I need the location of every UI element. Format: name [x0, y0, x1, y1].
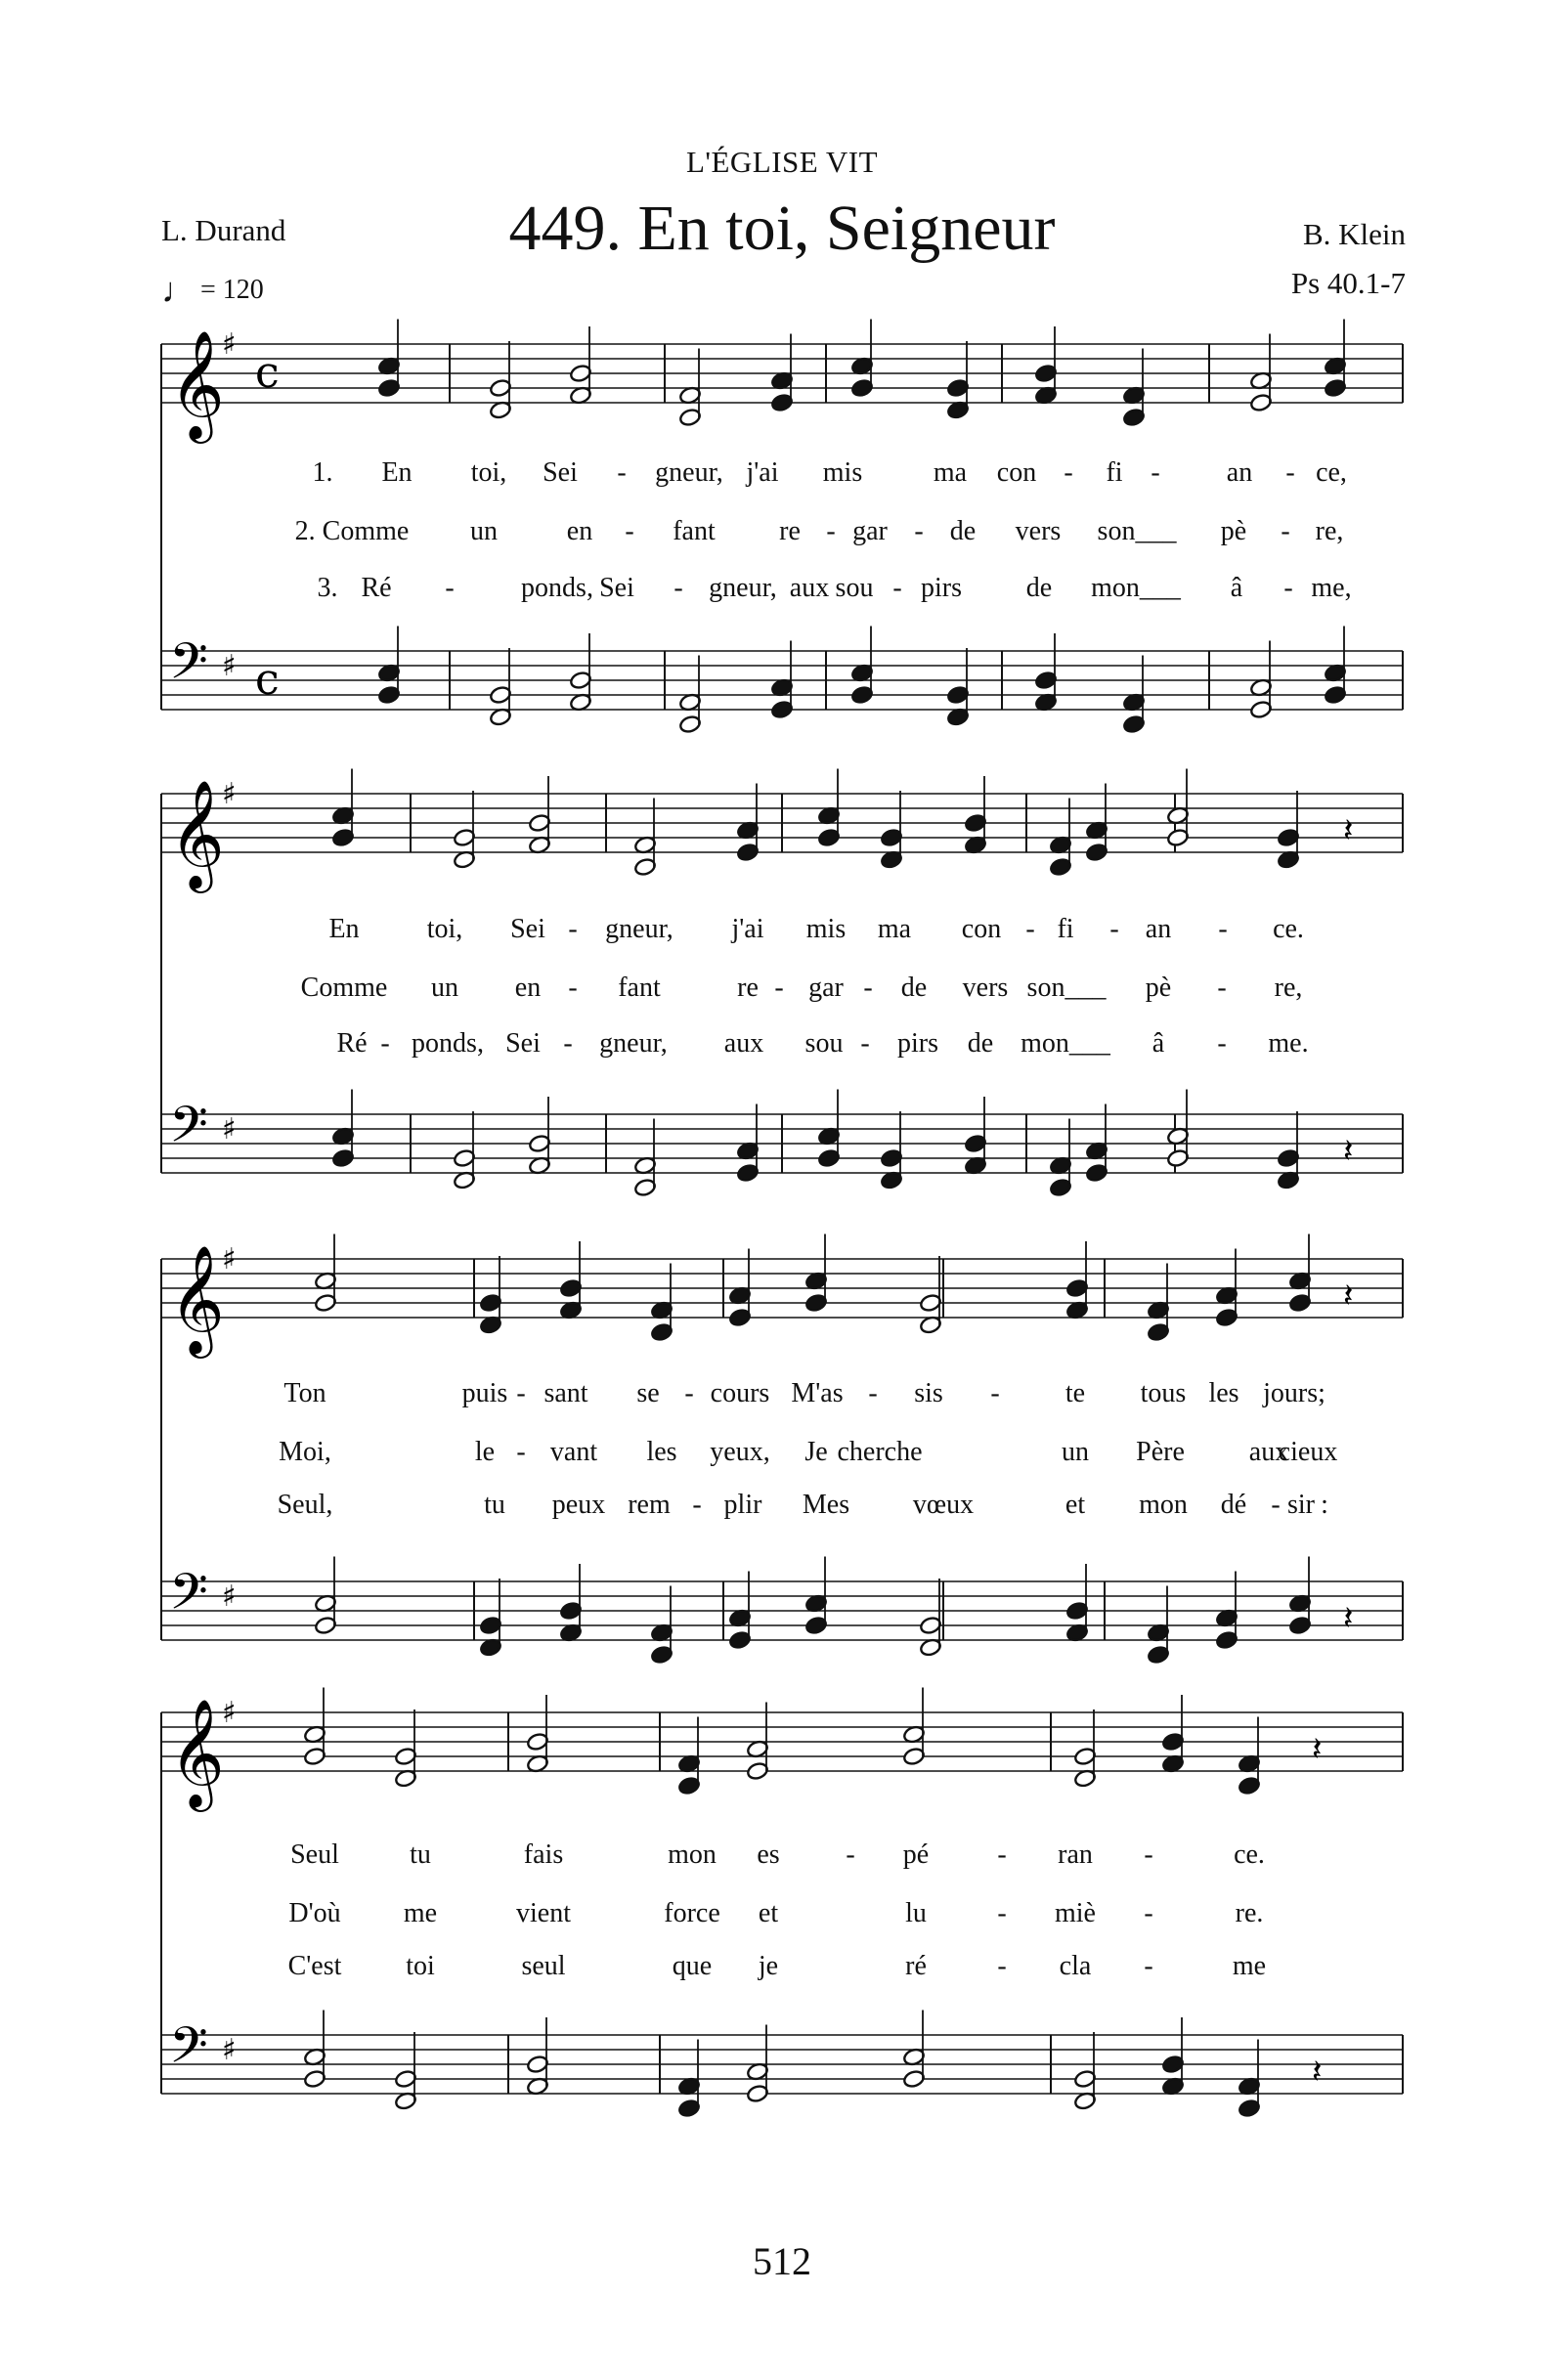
lyric-syllable: sis	[914, 1378, 943, 1408]
lyric-syllable: rem	[628, 1490, 671, 1520]
lyric-syllable: -	[1217, 1028, 1227, 1059]
lyric-syllable: gneur,	[655, 457, 723, 488]
lyric-syllable: ma	[877, 914, 912, 944]
lyric-syllable: -	[826, 516, 836, 546]
lyric-syllable: -	[1064, 457, 1073, 488]
lyric-syllable: ce.	[1234, 1839, 1265, 1870]
sharp-key-signature-icon: ♯	[222, 1696, 237, 1730]
lyric-syllable: gar	[808, 973, 844, 1003]
common-time-icon: c	[255, 655, 280, 705]
lyric-syllable: 3.	[317, 573, 338, 603]
lyric-syllable: -	[1144, 1839, 1153, 1870]
lyric-syllable: je	[758, 1951, 779, 1981]
lyric-syllable: tu	[484, 1490, 505, 1520]
lyric-syllable: ponds,	[412, 1028, 484, 1059]
lyric-syllable: mon	[1139, 1490, 1188, 1520]
lyric-syllable: yeux,	[710, 1437, 770, 1467]
sharp-key-signature-icon: ♯	[222, 2033, 237, 2067]
lyric-syllable: Moi,	[279, 1437, 331, 1467]
lyric-syllable: -	[863, 973, 873, 1003]
lyric-syllable: Sei	[543, 457, 578, 488]
lyric-syllable: pè	[1145, 973, 1172, 1003]
lyric-syllable: fais	[523, 1839, 564, 1870]
lyric-syllable: -	[1151, 457, 1160, 488]
lyric-syllable: en	[514, 973, 542, 1003]
lyric-syllable: toi,	[470, 457, 507, 488]
bass-clef-icon: 𝄢	[169, 1562, 208, 1633]
lyric-syllable: toi	[406, 1951, 435, 1981]
lyric-syllable: un	[431, 973, 458, 1003]
lyric-syllable: vers	[962, 973, 1009, 1003]
sharp-key-signature-icon: ♯	[222, 649, 237, 683]
sharp-key-signature-icon: ♯	[222, 777, 237, 811]
lyric-syllable: -	[516, 1378, 526, 1408]
lyric-syllable: les	[1208, 1378, 1239, 1408]
lyric-syllable: sou	[835, 573, 874, 603]
tempo-marking	[161, 266, 264, 310]
lyric-syllable: -	[1025, 914, 1035, 944]
lyric-syllable: me,	[1311, 573, 1352, 603]
lyric-syllable: ré	[905, 1951, 927, 1981]
lyric-syllable: -	[997, 1839, 1007, 1870]
treble-clef-icon: 𝄞	[169, 1698, 225, 1807]
lyric-syllable: -	[1144, 1898, 1153, 1928]
lyric-syllable: -	[516, 1437, 526, 1467]
lyric-syllable: -	[692, 1490, 702, 1520]
lyric-syllable: mon	[668, 1839, 717, 1870]
lyric-syllable: me	[403, 1898, 438, 1928]
system-connector	[0, 1259, 1564, 1640]
lyric-syllable: gneur,	[605, 914, 673, 944]
sharp-key-signature-icon: ♯	[222, 1112, 237, 1147]
lyric-syllable: â	[1230, 573, 1243, 603]
lyric-syllable: -	[1218, 914, 1228, 944]
lyric-syllable: -	[1144, 1951, 1153, 1981]
lyric-syllable: tous	[1140, 1378, 1187, 1408]
lyric-syllable: Ton	[283, 1378, 326, 1408]
lyric-syllable: fant	[673, 516, 716, 546]
lyric-syllable: me	[1232, 1951, 1267, 1981]
common-time-icon: c	[255, 348, 280, 398]
lyric-syllable: ponds,	[521, 573, 593, 603]
lyric-syllable: Sei	[599, 573, 634, 603]
treble-clef-icon: 𝄞	[169, 329, 225, 439]
lyric-syllable: le	[474, 1437, 496, 1467]
lyric-syllable: puis	[461, 1378, 508, 1408]
lyric-syllable: -	[1281, 516, 1290, 546]
lyric-syllable: sant	[543, 1378, 588, 1408]
lyric-syllable: -	[380, 1028, 390, 1059]
lyric-syllable: plir	[723, 1490, 762, 1520]
lyric-syllable: D'où	[288, 1898, 341, 1928]
system-connector	[0, 1712, 1564, 2094]
quarter-note-icon: ♩	[161, 271, 196, 310]
lyricist-credit: B. Klein	[1302, 217, 1406, 251]
lyric-syllable: fi	[1057, 914, 1074, 944]
rest-icon: 𝄽	[1343, 1132, 1354, 1171]
lyric-syllable: gar	[852, 516, 888, 546]
lyric-syllable: en	[566, 516, 593, 546]
lyric-syllable: j'ai	[746, 457, 779, 488]
lyric-syllable: -	[563, 1028, 573, 1059]
system-connector	[0, 344, 1564, 710]
lyric-syllable: un	[470, 516, 498, 546]
lyric-syllable: -	[568, 914, 578, 944]
lyric-syllable: -	[892, 573, 902, 603]
lyric-syllable: vient	[516, 1898, 571, 1928]
lyric-syllable: Mes	[802, 1490, 850, 1520]
lyric-syllable: te	[1064, 1378, 1086, 1408]
lyric-syllable: aux	[723, 1028, 764, 1059]
page-number: 512	[753, 2239, 811, 2283]
lyric-syllable: de	[900, 973, 928, 1003]
lyric-syllable: vers	[1015, 516, 1062, 546]
lyric-syllable: Comme	[300, 973, 388, 1003]
lyric-syllable: â	[1151, 1028, 1165, 1059]
section-title: L'ÉGLISE VIT	[685, 145, 879, 179]
lyric-syllable: an	[1145, 914, 1172, 944]
lyric-syllable: toi,	[426, 914, 463, 944]
lyric-syllable: ma	[933, 457, 968, 488]
lyric-syllable: -	[568, 973, 578, 1003]
lyric-syllable: -	[1217, 973, 1227, 1003]
lyric-syllable: j'ai	[731, 914, 764, 944]
hymn-title: 449. En toi, Seigneur	[508, 193, 1056, 264]
lyric-syllable: cherche	[837, 1437, 923, 1467]
lyric-syllable: lu	[905, 1898, 927, 1928]
lyric-syllable: Sei	[505, 1028, 541, 1059]
lyric-syllable: Seul	[290, 1839, 339, 1870]
lyric-syllable: En	[381, 457, 413, 488]
lyric-syllable: et	[758, 1898, 779, 1928]
rest-icon: 𝄽	[1343, 1599, 1354, 1638]
lyric-syllable: aux	[1248, 1437, 1289, 1467]
lyric-syllable: Seul,	[277, 1490, 333, 1520]
lyric-syllable: -	[914, 516, 924, 546]
lyric-syllable: son___	[1097, 516, 1177, 546]
lyric-syllable: -	[1283, 573, 1293, 603]
lyric-syllable: Ré	[336, 1028, 368, 1059]
lyric-syllable: -	[846, 1839, 855, 1870]
psalm-reference: Ps 40.1-7	[1290, 266, 1406, 300]
lyric-syllable: :	[1321, 1490, 1328, 1520]
lyric-syllable: -	[774, 973, 784, 1003]
treble-clef-icon: 𝄞	[169, 1244, 225, 1354]
lyric-syllable: pè	[1220, 516, 1247, 546]
lyric-syllable: -	[673, 573, 683, 603]
lyric-syllable: con	[961, 914, 1002, 944]
lyric-syllable: pirs	[921, 573, 962, 603]
sharp-key-signature-icon: ♯	[222, 327, 237, 362]
rest-icon: 𝄽	[1343, 1277, 1354, 1316]
lyric-syllable: un	[1062, 1437, 1089, 1467]
lyric-syllable: -	[860, 1028, 870, 1059]
lyric-syllable: -	[868, 1378, 878, 1408]
lyric-syllable: -	[997, 1951, 1007, 1981]
lyric-syllable: 2. Comme	[294, 516, 410, 546]
sharp-key-signature-icon: ♯	[222, 1579, 237, 1614]
lyric-syllable: re,	[1315, 516, 1344, 546]
bass-clef-icon: 𝄢	[169, 631, 208, 703]
lyric-syllable: C'est	[287, 1951, 342, 1981]
lyric-syllable: mon___	[1091, 573, 1181, 603]
tempo-value: = 120	[200, 275, 264, 305]
lyric-syllable: 1.	[312, 457, 333, 488]
lyric-syllable: pé	[902, 1839, 930, 1870]
lyric-syllable: Je	[804, 1437, 828, 1467]
lyric-syllable: sou	[804, 1028, 844, 1059]
sharp-key-signature-icon: ♯	[222, 1242, 237, 1277]
system-connector	[0, 794, 1564, 1173]
lyric-syllable: se	[636, 1378, 660, 1408]
treble-clef-icon: 𝄞	[169, 779, 225, 888]
lyric-syllable: -	[625, 516, 634, 546]
lyric-syllable: vant	[549, 1437, 598, 1467]
rest-icon: 𝄽	[1312, 2053, 1323, 2092]
lyric-syllable: -	[617, 457, 627, 488]
lyric-syllable: cours	[710, 1378, 770, 1408]
lyric-syllable: mon___	[1021, 1028, 1110, 1059]
lyric-syllable: -	[1285, 457, 1295, 488]
lyric-syllable: gneur,	[709, 573, 777, 603]
lyric-syllable: es	[757, 1839, 780, 1870]
lyric-syllable: -	[997, 1898, 1007, 1928]
lyric-syllable: cla	[1059, 1951, 1092, 1981]
lyric-syllable: fi	[1106, 457, 1123, 488]
lyric-syllable: que	[672, 1951, 713, 1981]
lyric-syllable: M'as	[791, 1378, 844, 1408]
lyric-syllable: -	[445, 573, 455, 603]
lyric-syllable: dé	[1220, 1490, 1247, 1520]
lyric-syllable: ce.	[1273, 914, 1304, 944]
lyric-syllable: Sei	[510, 914, 545, 944]
lyric-syllable: ran	[1058, 1839, 1093, 1870]
lyric-syllable: de	[1025, 573, 1053, 603]
lyric-syllable: fant	[618, 973, 661, 1003]
lyric-syllable: re.	[1235, 1898, 1264, 1928]
lyric-syllable: sir	[1287, 1490, 1315, 1520]
lyric-syllable: son___	[1026, 973, 1107, 1003]
lyric-syllable: et	[1064, 1490, 1086, 1520]
lyric-syllable: re	[737, 973, 759, 1003]
lyric-syllable: seul	[521, 1951, 566, 1981]
lyric-syllable: de	[949, 516, 977, 546]
composer-credit: L. Durand	[161, 213, 286, 247]
lyric-syllable: re	[779, 516, 801, 546]
lyric-syllable: cieux	[1278, 1437, 1338, 1467]
lyric-syllable: miè	[1055, 1898, 1096, 1928]
lyric-syllable: me.	[1268, 1028, 1309, 1059]
lyric-syllable: de	[967, 1028, 994, 1059]
lyric-syllable: pirs	[897, 1028, 938, 1059]
lyric-syllable: tu	[410, 1839, 431, 1870]
lyric-syllable: mis	[805, 914, 847, 944]
lyric-syllable: vœux	[912, 1490, 975, 1520]
rest-icon: 𝄽	[1312, 1730, 1323, 1769]
lyric-syllable: les	[646, 1437, 677, 1467]
lyric-syllable: mis	[822, 457, 863, 488]
bass-clef-icon: 𝄢	[169, 1095, 208, 1166]
lyric-syllable: Père	[1136, 1437, 1185, 1467]
lyric-syllable: aux	[789, 573, 830, 603]
lyric-syllable: gneur,	[599, 1028, 668, 1059]
bass-clef-icon: 𝄢	[169, 2015, 208, 2087]
lyric-syllable: -	[1271, 1490, 1281, 1520]
lyric-syllable: an	[1226, 457, 1253, 488]
lyric-syllable: con	[996, 457, 1037, 488]
lyric-syllable: jours;	[1263, 1378, 1325, 1408]
lyric-syllable: -	[1109, 914, 1119, 944]
lyric-syllable: re,	[1274, 973, 1303, 1003]
lyric-syllable: peux	[551, 1490, 606, 1520]
lyric-syllable: En	[328, 914, 360, 944]
lyric-syllable: -	[684, 1378, 694, 1408]
lyric-syllable: force	[664, 1898, 720, 1928]
lyric-syllable: Ré	[361, 573, 392, 603]
lyric-syllable: ce,	[1316, 457, 1347, 488]
lyric-syllable: -	[990, 1378, 1000, 1408]
rest-icon: 𝄽	[1343, 811, 1354, 850]
